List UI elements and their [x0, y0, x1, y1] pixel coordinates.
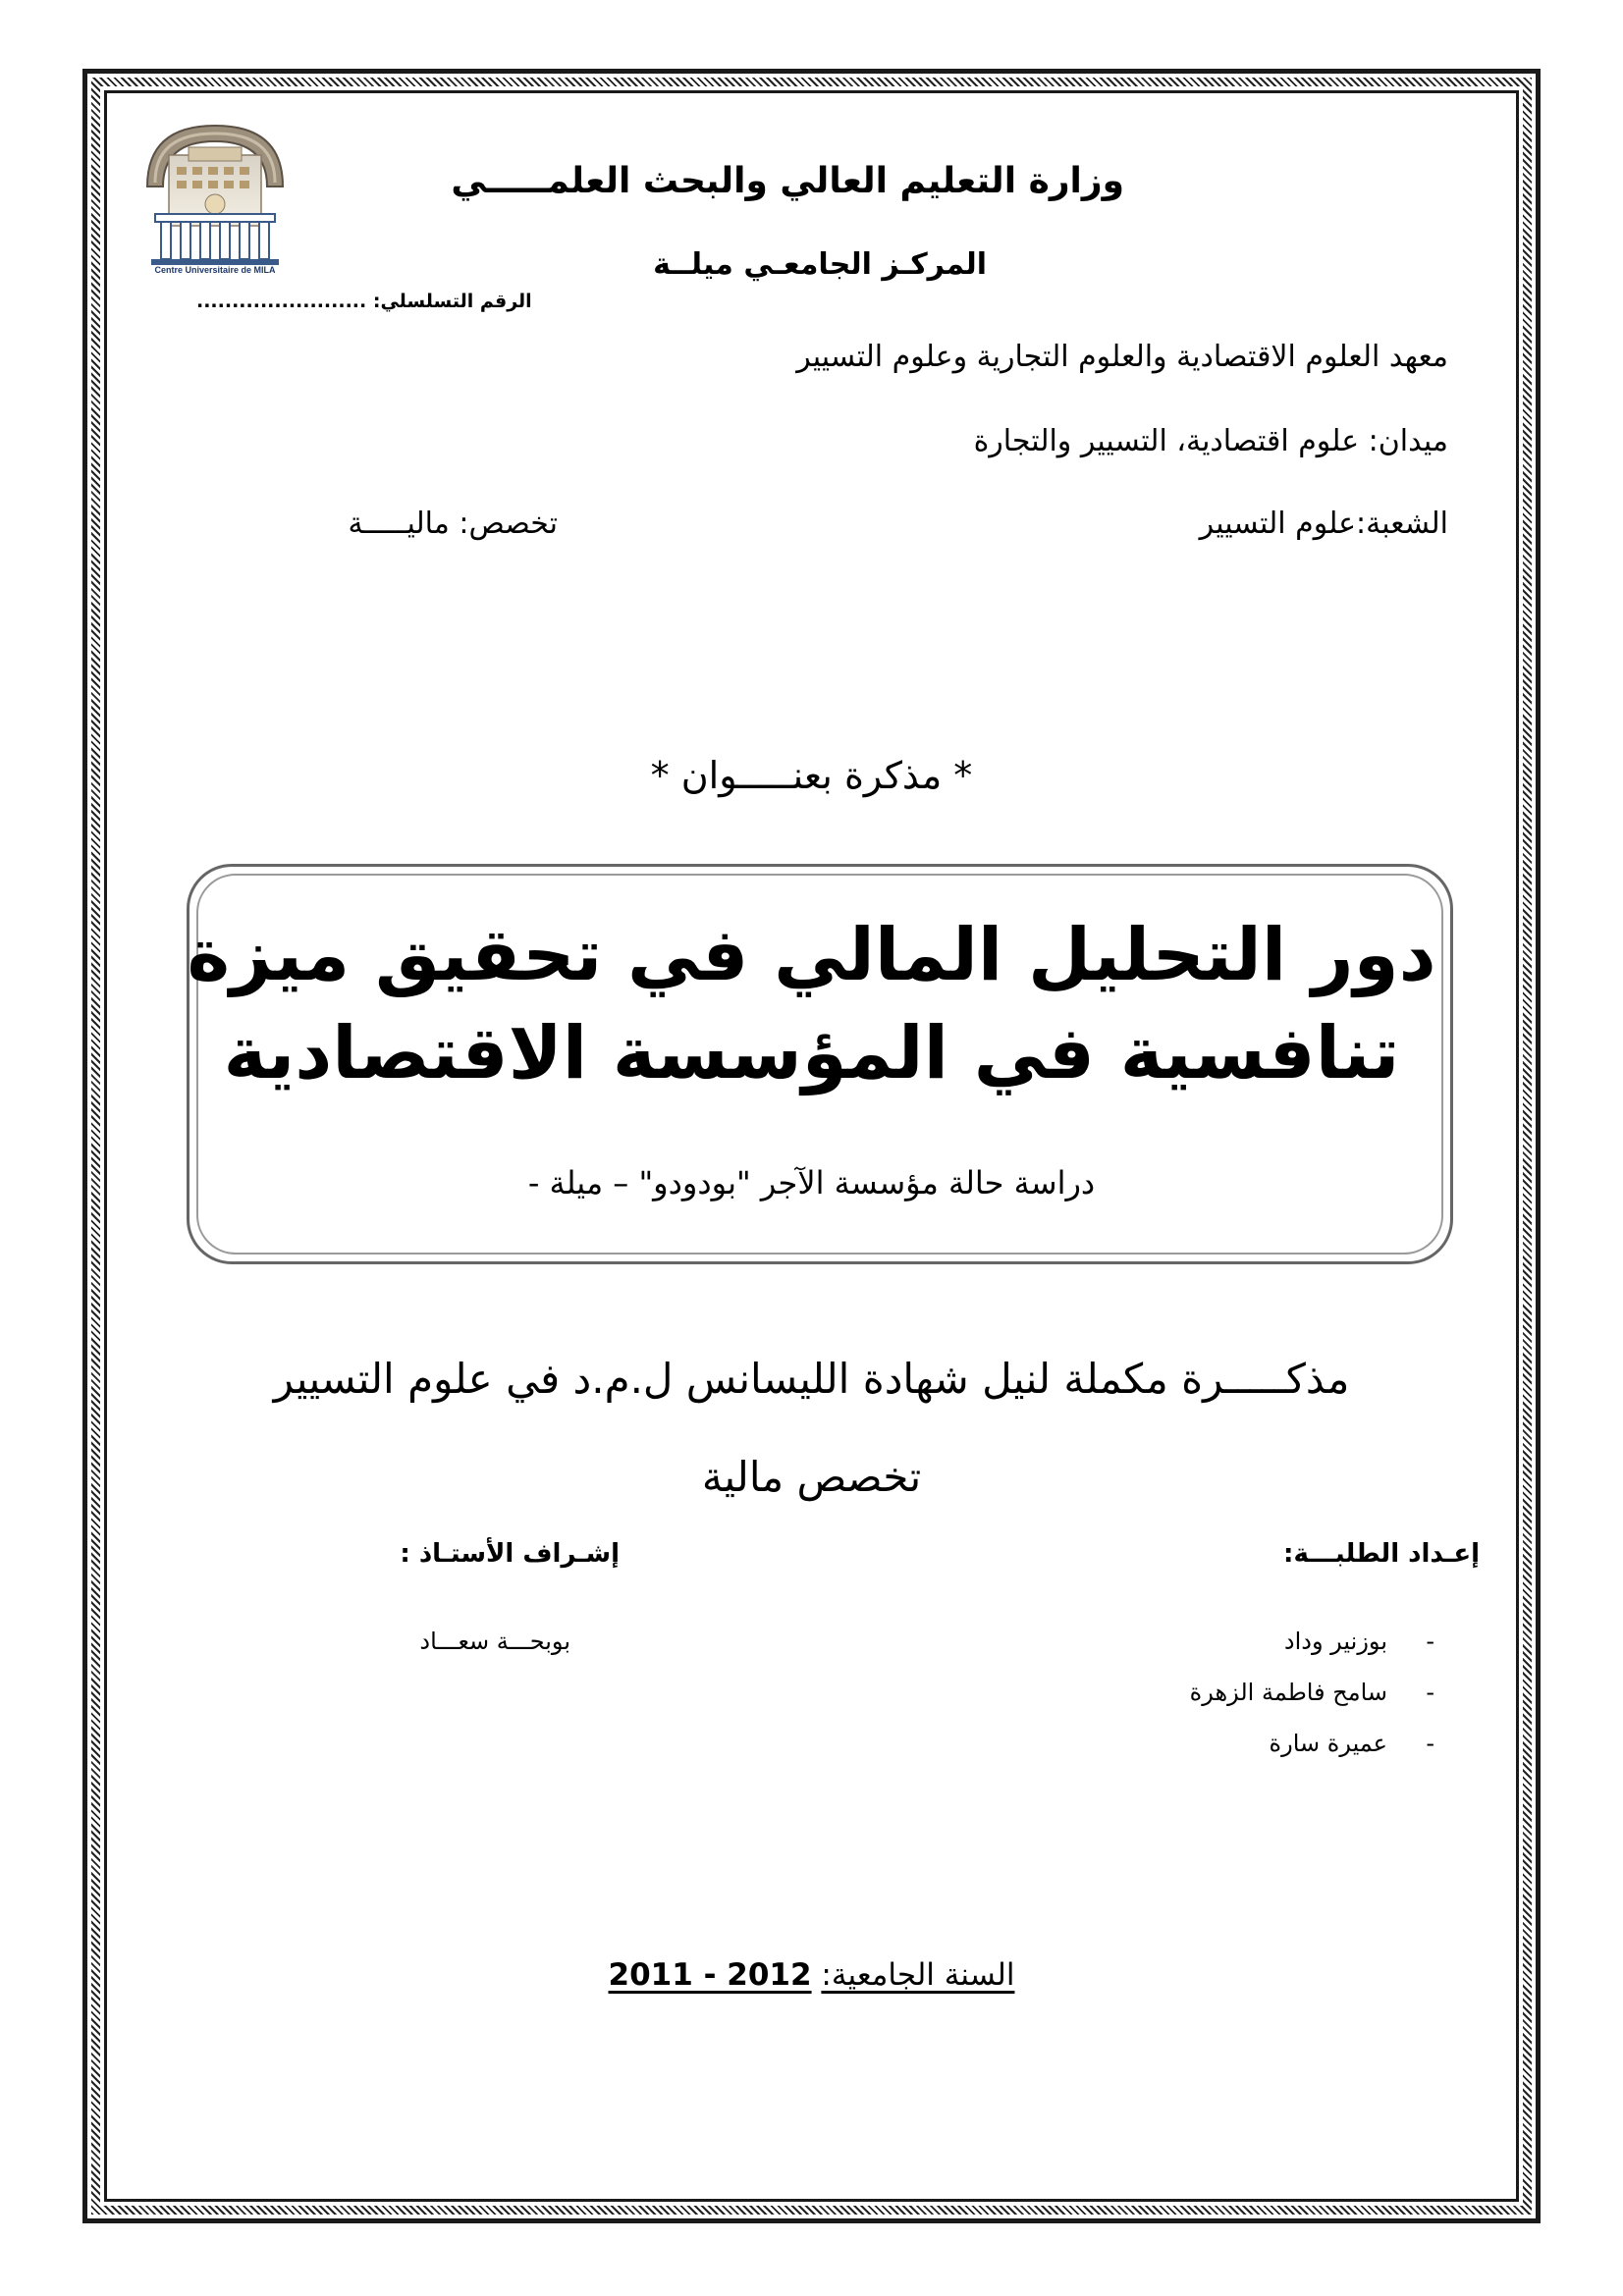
degree-statement: مذكـــــرة مكملة لنيل شهادة الليسانس ل.م.د في علوم التسيير: [273, 1355, 1350, 1403]
institute-name: معهد العلوم الاقتصادية والعلوم التجارية وعلوم التسيير: [796, 340, 1448, 374]
student-name: عميرة سارة: [1269, 1730, 1387, 1757]
supervisor-name: بوبحـــة سعـــاد: [419, 1628, 570, 1655]
list-item: [1190, 1718, 1434, 1769]
students-list: [1190, 1616, 1434, 1769]
university-logo: [137, 118, 293, 275]
university-center-name: المركـز الجامعـي ميلــة: [653, 247, 987, 282]
branch: الشعبة:علوم التسيير: [1199, 507, 1448, 541]
student-name: بوزنير وداد: [1283, 1628, 1387, 1655]
prepared-by-label: إعـداد الطلبـــة:: [1283, 1539, 1480, 1569]
logo-caption: Centre Universitaire de MILA: [154, 265, 276, 275]
academic-year-label: السنة الجامعية:: [821, 1957, 1015, 1993]
serial-number-value: ........................: [196, 291, 367, 312]
case-study-subtitle: دراسة حالة مؤسسة الآجر "بودودو" – ميلة -: [527, 1164, 1096, 1201]
list-bullet: -: [1426, 1679, 1434, 1706]
supervised-by-label: إشـراف الأستـاذ :: [400, 1539, 620, 1569]
memo-label: * مذكرة بعنـــــوان *: [650, 754, 973, 797]
list-bullet: -: [1426, 1730, 1434, 1757]
ministry-title: وزارة التعليم العالي والبحث العلمـــــي: [451, 161, 1124, 201]
list-item: [1190, 1616, 1434, 1667]
field-of-study: ميدان: علوم اقتصادية، التسيير والتجارة: [973, 424, 1448, 458]
list-bullet: -: [1426, 1628, 1434, 1655]
academic-year-value: 2011 - 2012: [608, 1957, 812, 1993]
serial-number: [196, 291, 532, 312]
specialty: تخصص: ماليـــــة: [348, 507, 558, 541]
thesis-title-line-2: تنافسية في المؤسسة الاقتصادية: [223, 1011, 1400, 1095]
academic-year: [0, 1957, 1623, 1993]
list-item: [1190, 1667, 1434, 1718]
thesis-title-line-1: دور التحليل المالي في تحقيق ميزة: [187, 913, 1436, 997]
degree-specialty: تخصص مالية: [701, 1453, 922, 1501]
student-name: سامح فاطمة الزهرة: [1189, 1679, 1387, 1706]
serial-number-label: الرقم التسلسلي:: [372, 291, 532, 312]
university-logo-graphic: [137, 118, 293, 275]
